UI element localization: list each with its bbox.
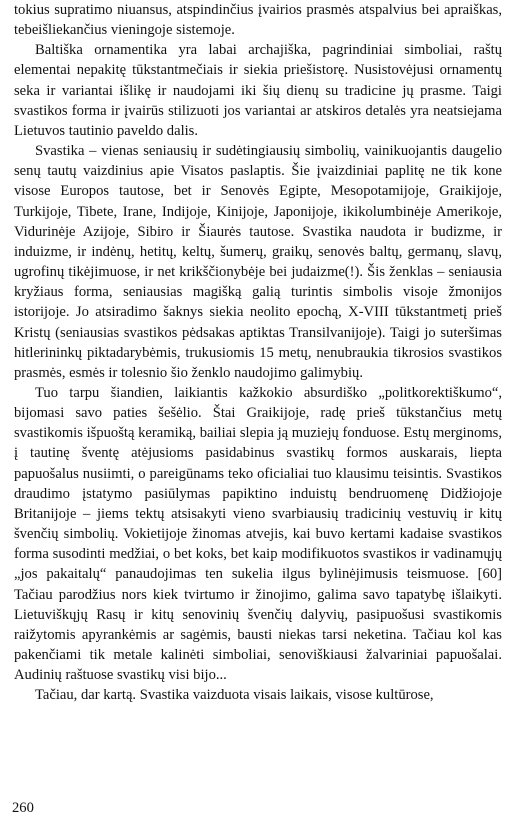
paragraph-3: Svastika – vienas seniausių ir sudėtingiausių simbolių, vainikuojantis daugelio senų tautų vaizdinius apie Visatos paslaptis. Šie įvaizdiniai paplitę ne tik kone visose Europos tautose, bet ir Senovės Egipte, Mesopotamijoje, Graikijoje, Turkijoje, Tibete, Irane, Indijoje, Kinijoje, Japonijoje, ikikolumbinėje Amerikoje, Vidurinėje Azijoje, Sibiro ir Šiaurės tautose. Svastika naudota ir budizme, ir induizme, ir indėnų, hetitų, keltų, šumerų, graikų, senovės baltų, germanų, slavų, ugrofinų tikėjimuose, ir net krikščionybėje bei judaizme(!). Šis ženklas – seniausia kryžiaus forma, seniausias magišką galią turintis simbolis visoje žmonijos istorijoje. Jo atsiradimo šaknys siekia neolito epochą, X-VIII tūkstantmetį prieš Kristų (seniausias svastikos pėdsakas aptiktas Transilvanijoje). Taigi jo suteršimas hitlerininkų piktadarybėmis, trukusiomis 15 metų, nenubraukia tikrosios svastikos prasmės, esmės ir tolesnio šio ženklo naudojimo galimybių.: [14, 143, 502, 381]
page-body: [14, 0, 502, 705]
paragraph-4: Tuo tarpu šiandien, laikiantis kažkokio absurdiško „politkorektiškumo“, bijomasi savo paties šešėlio. Štai Graikijoje, radę prieš tūkstančius metų svastikomis išpuoštą keramiką, bailiai slepia ją muziejų fonduose. Estų merginoms, į tautinę šventę atėjusioms pasidabinus svastikų formos auskarais, liepta papuošalus nusiimti, o pareigūnams teko oficialiai tuo klausimu teisintis. Svastikos draudimo įstatymo pasiūlymas papiktino induistų bendruomenę Didžiojoje Britanijoje – jiems tektų atsisakyti vieno svarbiausių tradicinių vestuvių ir kitų švenčių simbolių. Vokietijoje žinomas atvejis, kai buvo kertami kadaise svastikos forma susodinti medžiai, o bet koks, bet kaip modifikuotos svastikos ir vadinamųjų „jos pakaitalų“ panaudojimas ten sukelia ilgus bylinėjimusis teismuose. [60] Tačiau parodžius nors kiek tvirtumo ir žinojimo, galima savo tapatybę išlaikyti. Lietuviškųjų Rasų ir kitų senovinių švenčių dalyvių, pasipuošusi svastikomis raižytomis apyrankėmis ar sagėmis, bausti niekas tarsi neketina. Tačiau kol kas pakenčiami tik metale kalinėti simboliai, senoviškiausi žalvariniai papuošalai. Audinių raštuose svastikų visi bijo...: [14, 384, 502, 684]
paragraph-1: tokius supratimo niuansus, atspindinčius įvairios prasmės atspalvius bei apraiškas, tebeišliekančius vieningoje sistemoje.: [14, 2, 502, 39]
paragraph-5: Tačiau, dar kartą. Svastika vaizduota visais laikais, visose kultūrose,: [35, 687, 434, 704]
page-number: 260: [12, 800, 34, 816]
paragraph-2: Baltiška ornamentika yra labai archajiška, pagrindiniai simboliai, raštų elementai nepakitę tūkstantmečiais ir siekia priešistorę. Nusistovėjusi ornamentų seka ir variantai išlikę ir naudojami iki šių dienų su tradicine jų prasme. Taigi svastikos forma ir įvairūs stilizuoti jos variantai ar atskiros detalės yra neatsiejama Lietuvos tautinio paveldo dalis.: [14, 42, 502, 139]
